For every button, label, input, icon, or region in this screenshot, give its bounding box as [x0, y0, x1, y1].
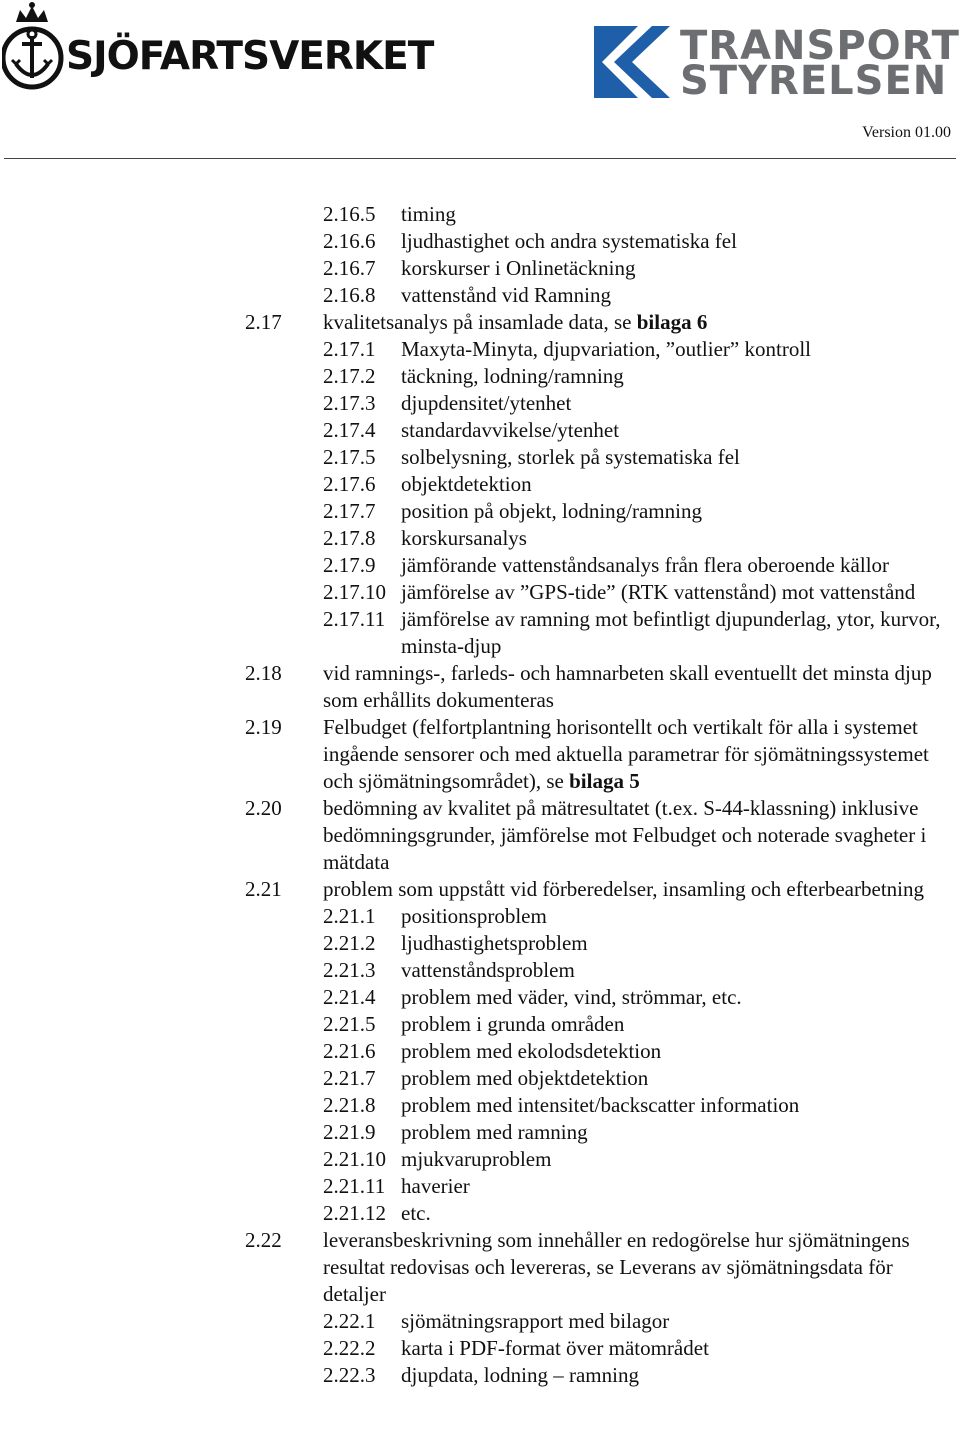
transportstyrelsen-logo: [594, 26, 674, 98]
section-text-body: vattenstånd vid Ramning: [401, 283, 611, 307]
section-number: 2.17.5: [323, 445, 376, 469]
outline-subsection: [0, 1308, 960, 1335]
section-text: [323, 795, 960, 876]
section-number: 2.17.7: [323, 499, 376, 523]
outline-subsection: [0, 1119, 960, 1146]
section-text-body: problem med objektdetektion: [401, 1066, 649, 1090]
outline-subsection: [0, 336, 960, 363]
section-text-body: jämförelse av ”GPS-tide” (RTK vattenstånd) mot vattenstånd: [401, 580, 916, 604]
outline-section: [0, 876, 960, 903]
section-text-body: djupdensitet/ytenhet: [401, 391, 572, 415]
section-number: 2.17: [245, 310, 282, 334]
section-text: [401, 363, 948, 390]
section-number: 2.22.1: [323, 1309, 376, 1333]
section-text-body: ljudhastighetsproblem: [401, 931, 588, 955]
outline-subsection: [0, 984, 960, 1011]
section-text-body: etc.: [401, 1201, 431, 1225]
outline-subsection: [0, 1335, 960, 1362]
section-text-body: problem med väder, vind, strömmar, etc.: [401, 985, 742, 1009]
outline-subsection: [0, 282, 960, 309]
section-text: [401, 552, 948, 579]
section-number: 2.20: [245, 796, 282, 820]
section-text-body: Maxyta-Minyta, djupvariation, ”outlier” kontroll: [401, 337, 811, 361]
outline-section: [0, 795, 960, 876]
section-text: [401, 1335, 948, 1362]
outline-subsection: [0, 1011, 960, 1038]
section-text: [401, 1146, 948, 1173]
section-text: [401, 1038, 948, 1065]
section-text-body: kvalitetsanalys på insamlade data, se: [323, 310, 637, 334]
section-number: 2.21.6: [323, 1039, 376, 1063]
section-number: 2.21.11: [323, 1174, 386, 1198]
section-number: 2.21.4: [323, 985, 376, 1009]
section-text: [401, 903, 948, 930]
section-text-body: djupdata, lodning – ramning: [401, 1363, 639, 1387]
outline-subsection: [0, 606, 960, 660]
section-text: [323, 309, 960, 336]
outline-section: [0, 1227, 960, 1308]
section-text: [401, 1065, 948, 1092]
outline-subsection: [0, 1092, 960, 1119]
section-text: [401, 1011, 948, 1038]
section-text: [401, 444, 948, 471]
section-number: 2.21.12: [323, 1201, 386, 1225]
outline-subsection: [0, 579, 960, 606]
section-number: 2.17.3: [323, 391, 376, 415]
section-text-body: haverier: [401, 1174, 470, 1198]
section-text: [401, 336, 948, 363]
section-text-body: standardavvikelse/ytenhet: [401, 418, 620, 442]
section-text: [401, 282, 948, 309]
section-text-body: ljudhastighet och andra systematiska fel: [401, 229, 737, 253]
outline-subsection: [0, 957, 960, 984]
section-text: [401, 255, 948, 282]
bilaga-reference: bilaga 5: [569, 769, 640, 793]
section-number: 2.22.2: [323, 1336, 376, 1360]
outline-subsection: [0, 201, 960, 228]
section-text: [401, 1119, 948, 1146]
section-number: 2.22.3: [323, 1363, 376, 1387]
outline-subsection: [0, 930, 960, 957]
section-text-body: problem med ekolodsdetektion: [401, 1039, 662, 1063]
section-text-body: position på objekt, lodning/ramning: [401, 499, 702, 523]
section-text-body: sjömätningsrapport med bilagor: [401, 1309, 670, 1333]
document-body: [0, 201, 960, 1389]
outline-subsection: [0, 498, 960, 525]
section-text: [401, 984, 948, 1011]
section-text-body: problem med ramning: [401, 1120, 588, 1144]
outline-subsection: [0, 417, 960, 444]
section-number: 2.17.6: [323, 472, 376, 496]
version-label: Version 01.00: [862, 124, 951, 141]
section-text-body: vattenståndsproblem: [401, 958, 575, 982]
section-number: 2.21.3: [323, 958, 376, 982]
header-divider: [4, 158, 956, 159]
transportstyrelsen-wordmark-line1: TRANSPORT: [680, 23, 960, 69]
section-number: 2.21.7: [323, 1066, 376, 1090]
section-number: 2.17.4: [323, 418, 376, 442]
section-text: [401, 1308, 948, 1335]
section-text-body: jämförelse av ramning mot befintligt djupunderlag, ytor, kurvor, minsta-djup: [401, 607, 941, 658]
section-text: [323, 1227, 960, 1308]
section-text: [323, 876, 960, 903]
section-text: [401, 606, 948, 660]
section-text: [401, 417, 948, 444]
section-text: [401, 1362, 948, 1389]
section-text-body: positionsproblem: [401, 904, 547, 928]
outline-subsection: [0, 1065, 960, 1092]
section-number: 2.22: [245, 1228, 282, 1252]
outline-subsection: [0, 552, 960, 579]
section-text-body: leveransbeskrivning som innehåller en redogörelse hur sjömätningens resultat redovisas och levereras, se Leverans av sjömätningsdata för detaljer: [323, 1228, 910, 1306]
outline-subsection: [0, 903, 960, 930]
section-text: [401, 1200, 948, 1227]
outline-subsection: [0, 363, 960, 390]
outline-section: [0, 309, 960, 336]
section-number: 2.19: [245, 715, 282, 739]
section-text-body: korskursanalys: [401, 526, 527, 550]
section-text-body: vid ramnings-, farleds- och hamnarbeten skall eventuellt det minsta djup som erhållits dokumenteras: [323, 661, 932, 712]
section-text: [323, 714, 960, 795]
section-number: 2.21.8: [323, 1093, 376, 1117]
outline-subsection: [0, 1038, 960, 1065]
section-text-body: problem i grunda områden: [401, 1012, 625, 1036]
section-number: 2.21: [245, 877, 282, 901]
section-text: [401, 579, 948, 606]
section-text: [401, 498, 948, 525]
section-number: 2.18: [245, 661, 282, 685]
section-number: 2.17.2: [323, 364, 376, 388]
section-number: 2.17.11: [323, 607, 386, 631]
section-text: [401, 228, 948, 255]
section-number: 2.16.7: [323, 256, 376, 280]
section-text-body: problem med intensitet/backscatter information: [401, 1093, 800, 1117]
section-text-body: solbelysning, storlek på systematiska fel: [401, 445, 740, 469]
section-text-body: korskurser i Onlinetäckning: [401, 256, 636, 280]
outline-subsection: [0, 471, 960, 498]
bilaga-reference: bilaga 6: [636, 310, 708, 334]
outline-subsection: [0, 1173, 960, 1200]
section-number: 2.17.9: [323, 553, 376, 577]
transportstyrelsen-wordmark-line2: STYRELSEN: [680, 58, 948, 104]
outline-subsection: [0, 390, 960, 417]
section-text: [401, 471, 948, 498]
section-number: 2.17.8: [323, 526, 376, 550]
outline-subsection: [0, 444, 960, 471]
section-text-body: täckning, lodning/ramning: [401, 364, 624, 388]
outline-subsection: [0, 1200, 960, 1227]
page-header: [0, 0, 960, 165]
section-number: 2.21.9: [323, 1120, 376, 1144]
section-text-body: jämförande vattenståndsanalys från flera oberoende källor: [401, 553, 890, 577]
outline-subsection: [0, 525, 960, 552]
section-text: [401, 930, 948, 957]
section-text-body: problem som uppstått vid förberedelser, insamling och efterbearbetning: [323, 877, 924, 901]
section-number: 2.17.1: [323, 337, 376, 361]
section-number: 2.17.10: [323, 580, 386, 604]
section-text-body: bedömning av kvalitet på mätresultatet (t.ex. S-44-klassning) inklusive bedömningsgrunder, jämförelse mot Felbudget och noterade svagheter i mätdata: [323, 796, 927, 874]
outline-subsection: [0, 1146, 960, 1173]
outline-subsection: [0, 1362, 960, 1389]
section-number: 2.21.10: [323, 1147, 386, 1171]
outline-subsection: [0, 255, 960, 282]
section-number: 2.16.5: [323, 202, 376, 226]
section-text: [401, 390, 948, 417]
section-text: [323, 660, 960, 714]
section-number: 2.21.2: [323, 931, 376, 955]
outline-subsection: [0, 228, 960, 255]
outline-section: [0, 660, 960, 714]
section-text-body: karta i PDF-format över mätområdet: [401, 1336, 709, 1360]
section-text-body: timing: [401, 202, 456, 226]
outline-section: [0, 714, 960, 795]
sjofartsverket-wordmark: SJÖFARTSVERKET: [66, 34, 434, 79]
section-text-body: Felbudget (felfortplantning horisontellt och vertikalt för alla i systemet ingående sensorer och med aktuella parametrar för sjömätningssystemet och sjömätningsområdet), se: [323, 715, 929, 793]
section-number: 2.21.5: [323, 1012, 376, 1036]
section-text: [401, 1173, 948, 1200]
section-text: [401, 525, 948, 552]
section-number: 2.21.1: [323, 904, 376, 928]
section-text-body: objektdetektion: [401, 472, 532, 496]
section-number: 2.16.6: [323, 229, 376, 253]
section-text: [401, 201, 948, 228]
section-text-body: mjukvaruproblem: [401, 1147, 552, 1171]
section-number: 2.16.8: [323, 283, 376, 307]
section-text: [401, 1092, 948, 1119]
section-text: [401, 957, 948, 984]
